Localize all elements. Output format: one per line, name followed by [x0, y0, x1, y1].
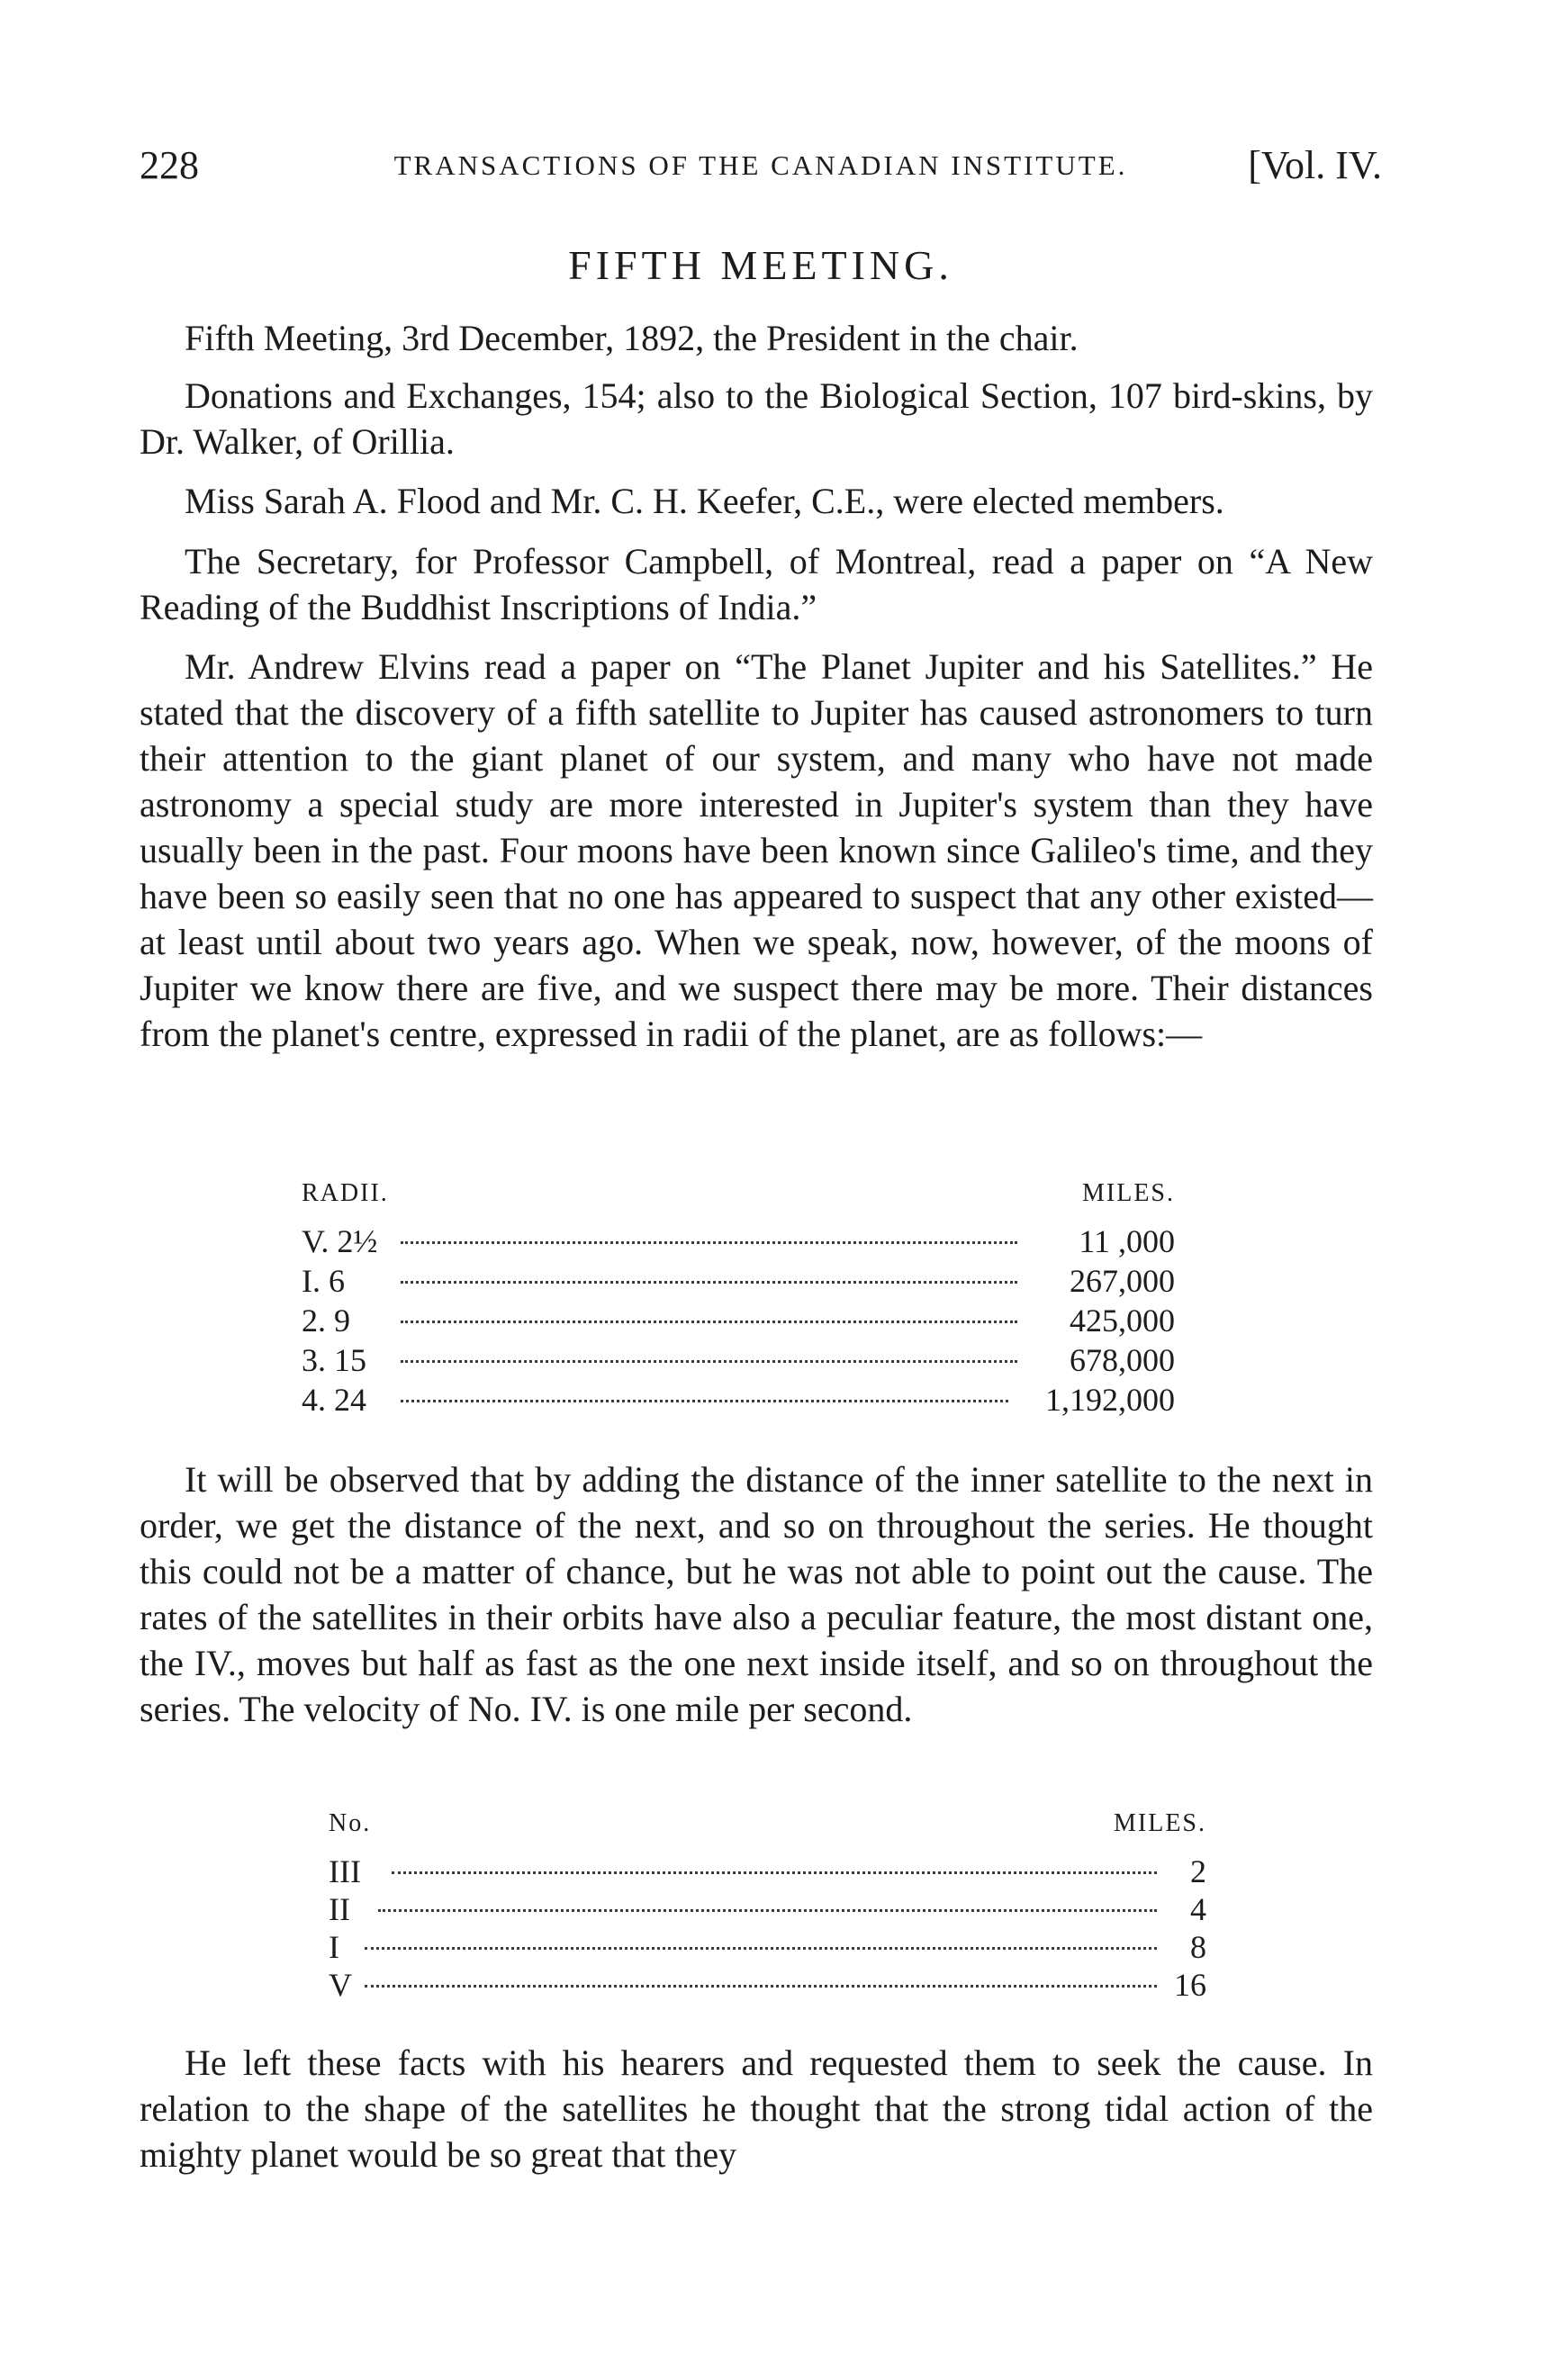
- paragraph-meeting-date: Fifth Meeting, 3rd December, 1892, the President in the chair.: [185, 318, 1079, 358]
- running-head: [140, 142, 1382, 196]
- section-heading: FIFTH MEETING.: [568, 242, 953, 288]
- leader-dots: [401, 1357, 1017, 1363]
- satellite-velocity-table: [329, 1809, 1206, 2012]
- row-value: 678,000: [1070, 1342, 1175, 1378]
- row-value: 4: [1190, 1891, 1206, 1927]
- row-label: 4. 24: [302, 1382, 366, 1418]
- table-header-miles: MILES.: [1114, 1809, 1206, 1837]
- row-value: 425,000: [1070, 1303, 1175, 1339]
- paragraph-conclusion: He left these facts with his hearers and requested them to seek the cause. In relation to the shape of the satellites he thought that the strong tidal action of the mighty planet would be so great that they: [140, 2042, 1373, 2175]
- table-header-no: No.: [329, 1809, 372, 1837]
- paragraph-new-members: Miss Sarah A. Flood and Mr. C. H. Keefer, C.E., were elected members.: [185, 481, 1224, 521]
- leader-dots: [365, 1982, 1157, 1988]
- row-value: 16: [1174, 1967, 1206, 2003]
- row-label: V: [329, 1967, 352, 2003]
- paragraph-observations: It will be observed that by adding the distance of the inner satellite to the next in order, we get the distance of the next, and so on throughout the series. He thought this could not be a matter of chance, but he was not able to point out the cause. The rates of the satellites in their orbits have also a peculiar feature, the most distant one, the IV., moves but half as fast as the one next inside itself, and so on throughout the series. The velocity of No. IV. is one mile per second.: [140, 1459, 1373, 1729]
- journal-title: TRANSACTIONS OF THE CANADIAN INSTITUTE.: [393, 149, 1128, 181]
- row-value: 11 ,000: [1079, 1223, 1175, 1259]
- leader-dots: [392, 1869, 1157, 1874]
- leader-dots: [365, 1944, 1157, 1950]
- leader-dots: [401, 1397, 1008, 1402]
- row-label: I. 6: [302, 1263, 345, 1299]
- paragraph-donations: Donations and Exchanges, 154; also to the Biological Section, 107 bird-skins, by Dr. Walker, of Orillia.: [140, 375, 1373, 462]
- table-row: [329, 1853, 1206, 1890]
- table-row: [329, 1928, 1206, 1966]
- paragraph-secretary-paper: The Secretary, for Professor Campbell, of Montreal, read a paper on “A New Reading of the Buddhist Inscriptions of India.”: [140, 541, 1373, 627]
- leader-dots: [401, 1318, 1017, 1323]
- table-header-miles: MILES.: [1082, 1179, 1175, 1207]
- table-row: [302, 1381, 1175, 1419]
- row-label: 3. 15: [302, 1342, 366, 1378]
- row-label: I: [329, 1929, 339, 1965]
- row-value: 2: [1190, 1853, 1206, 1889]
- row-label: 2. 9: [302, 1303, 350, 1339]
- table-row: [302, 1302, 1175, 1339]
- table-row: [302, 1222, 1175, 1260]
- table-row: [302, 1262, 1175, 1300]
- row-value: 8: [1190, 1929, 1206, 1965]
- paragraph-jupiter-paper: Mr. Andrew Elvins read a paper on “The Planet Jupiter and his Satellites.” He stated that the discovery of a fifth satellite to Jupiter has caused astronomers to turn their attention to the giant planet of our system, and many who have not made astronomy a special study are more interested in Jupiter's system than they have usually been in the past. Four moons have been known since Galileo's time, and they have been so easily seen that no one has appeared to suspect that any other existed—at least until about two years ago. When we speak, now, however, of the moons of Jupiter we know there are five, and we suspect there may be more. Their distances from the planet's centre, expressed in radii of the planet, are as follows:—: [140, 646, 1373, 1054]
- row-value: 1,192,000: [1045, 1382, 1175, 1418]
- row-label: II: [329, 1891, 350, 1927]
- page-number: 228: [140, 143, 199, 187]
- row-label: V. 2½: [302, 1223, 378, 1259]
- satellite-distance-table: [302, 1179, 1175, 1427]
- volume-label: [Vol. IV.: [1248, 143, 1382, 187]
- table-header-radii: RADII.: [302, 1179, 389, 1207]
- leader-dots: [401, 1239, 1017, 1244]
- leader-dots: [378, 1907, 1157, 1912]
- row-label: III: [329, 1853, 361, 1889]
- row-value: 267,000: [1070, 1263, 1175, 1299]
- table-row: [329, 1890, 1206, 1928]
- table-row: [329, 1966, 1206, 2004]
- leader-dots: [401, 1278, 1017, 1284]
- table-row: [302, 1341, 1175, 1379]
